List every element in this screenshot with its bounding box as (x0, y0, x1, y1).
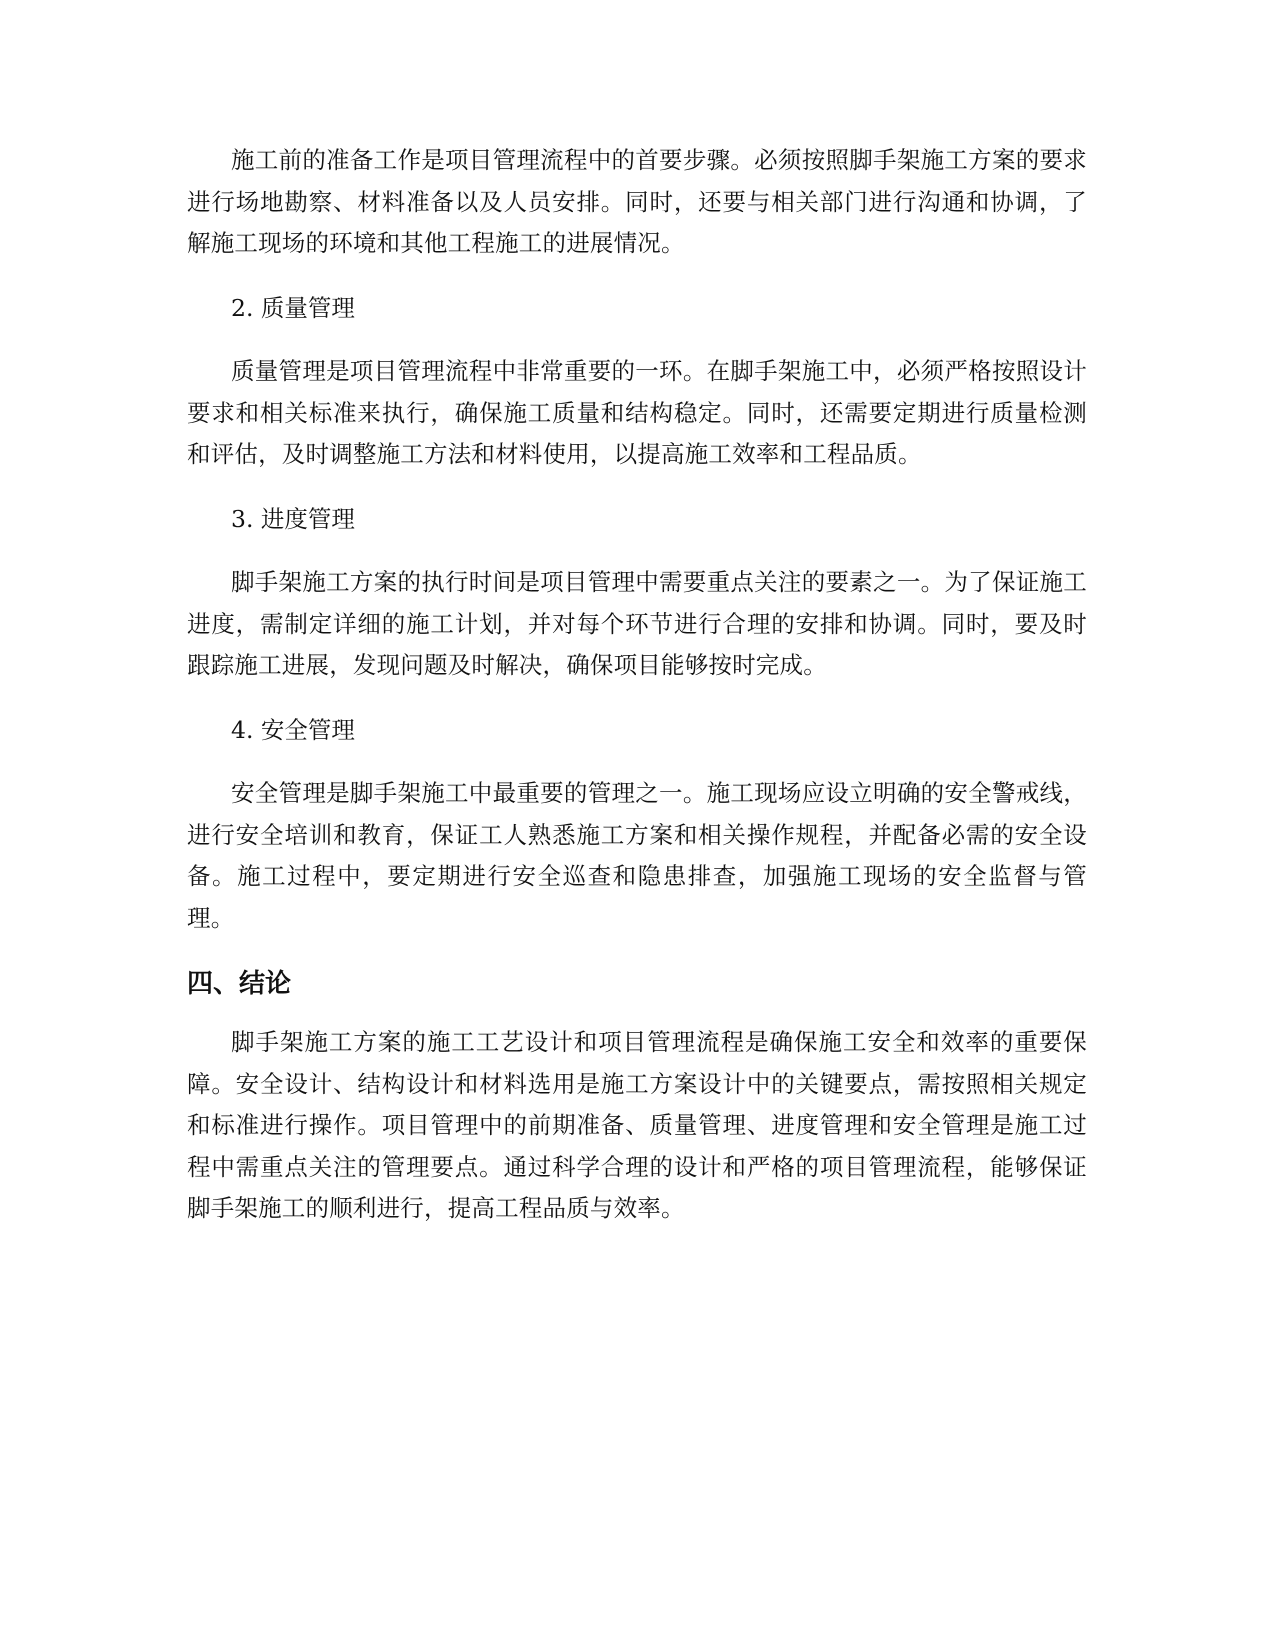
document-page (187, 140, 1087, 1253)
paragraph-schedule-management: 脚手架施工方案的执行时间是项目管理中需要重点关注的要素之一。为了保证施工进度，需制定详细的施工计划，并对每个环节进行合理的安排和协调。同时，要及时跟踪施工进展，发现问题及时解决，确保项目能够按时完成。 (187, 568, 1087, 679)
section-heading-conclusion: 四、结论 (187, 969, 292, 999)
paragraph-quality-management: 质量管理是项目管理流程中非常重要的一环。在脚手架施工中，必须严格按照设计要求和相关标准来执行，确保施工质量和结构稳定。同时，还需要定期进行质量检测和评估，及时调整施工方法和材料使用，以提高施工效率和工程品质。 (187, 357, 1087, 468)
paragraph-conclusion: 脚手架施工方案的施工工艺设计和项目管理流程是确保施工安全和效率的重要保障。安全设计、结构设计和材料选用是施工方案设计中的关键要点，需按照相关规定和标准进行操作。项目管理中的前期准备、质量管理、进度管理和安全管理是施工过程中需重点关注的管理要点。通过科学合理的设计和严格的项目管理流程，能够保证脚手架施工的顺利进行，提高工程品质与效率。 (187, 1028, 1087, 1222)
paragraph-safety-management: 安全管理是脚手架施工中最重要的管理之一。施工现场应设立明确的安全警戒线，进行安全培训和教育，保证工人熟悉施工方案和相关操作规程，并配备必需的安全设备。施工过程中，要定期进行安全巡查和隐患排查，加强施工现场的安全监督与管理。 (187, 779, 1087, 932)
subheading-safety-management: 4. 安全管理 (231, 715, 355, 744)
subheading-quality-management: 2. 质量管理 (231, 293, 355, 322)
subheading-schedule-management: 3. 进度管理 (231, 504, 355, 533)
paragraph-preparation: 施工前的准备工作是项目管理流程中的首要步骤。必须按照脚手架施工方案的要求进行场地勘察、材料准备以及人员安排。同时，还要与相关部门进行沟通和协调，了解施工现场的环境和其他工程施工的进展情况。 (187, 146, 1087, 257)
